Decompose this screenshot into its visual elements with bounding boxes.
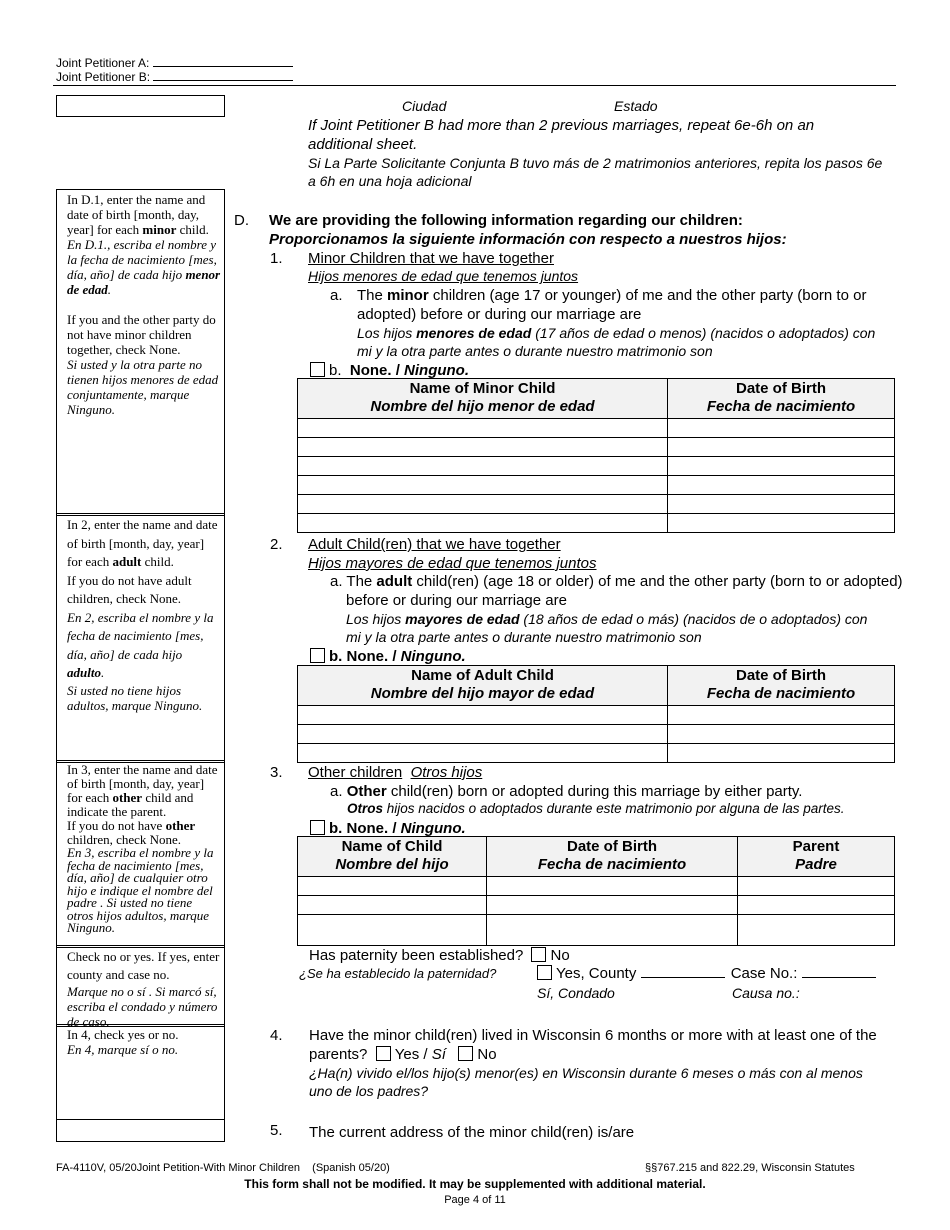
table-row [298, 725, 895, 744]
petitioner-header [56, 56, 293, 84]
section-d-title-es: Proporcionamos la siguiente información con respecto a nuestros hijos: [269, 231, 787, 248]
adult-name-cell[interactable] [298, 744, 668, 763]
paternity-causa-label: Causa no.: [732, 985, 800, 1001]
other-dob-cell[interactable] [487, 877, 738, 896]
sidebar-box-d2: In 2, enter the name and date of birth [month, day, year] for each adult child. If you do not have adult children, check None. En 2, escriba el nombre y la fecha de nacimiento [mes, día, año] de cada hijo adulto. Si usted no tiene hijos adultos, marque Ninguno. [56, 513, 225, 763]
table-row [298, 457, 895, 476]
minor-name-cell[interactable] [298, 476, 668, 495]
paternity-question-es: ¿Se ha establecido la paternidad? [299, 966, 497, 981]
item3-number: 3. [270, 764, 283, 781]
minor-name-cell[interactable] [298, 514, 668, 533]
minor-dob-cell[interactable] [668, 438, 895, 457]
sidebar-box-d3: In 3, enter the name and date of birth [month, day, year] for each other child and indicate the parent. If you do not have other children, check None. En 3, escriba el nombre y la fecha de nacimiento [mes, día, año] de cualquier otro hijo e indique el nombre del padre . Si usted no tiene otros hijos adultos, marque Ninguno. [56, 760, 225, 948]
other-col-name-header: Name of Child Nombre del hijo [298, 837, 487, 877]
other-dob-cell[interactable] [487, 915, 738, 946]
petitioner-a-field[interactable] [153, 66, 293, 67]
sidebar-box-d4: In 4, check yes or no. En 4, marque sí o no. [56, 1024, 225, 1142]
item4-yes-checkbox[interactable] [376, 1046, 391, 1061]
item5-text: The current address of the minor child(ren) is/are [309, 1124, 635, 1141]
paternity-yes-checkbox[interactable] [537, 965, 552, 980]
table-row [298, 495, 895, 514]
other-parent-cell[interactable] [738, 877, 895, 896]
petitioner-b-field[interactable] [153, 80, 293, 81]
item1-heading-en: Minor Children that we have together [308, 250, 554, 267]
item2-heading-es: Hijos mayores de edad que tenemos juntos [308, 555, 597, 572]
adult-col-dob-header: Date of Birth Fecha de nacimiento [668, 666, 895, 706]
other-name-cell[interactable] [298, 877, 487, 896]
minor-dob-cell[interactable] [668, 419, 895, 438]
table-row [298, 476, 895, 495]
table-row [298, 915, 895, 946]
minor-name-cell[interactable] [298, 419, 668, 438]
item4-no-checkbox[interactable] [458, 1046, 473, 1061]
minor-dob-cell[interactable] [668, 457, 895, 476]
other-col-parent-header: Parent Padre [738, 837, 895, 877]
section-d-letter: D. [234, 212, 249, 229]
table-row [298, 419, 895, 438]
item5-number: 5. [270, 1122, 283, 1139]
item2-number: 2. [270, 536, 283, 553]
estado-label: Estado [614, 98, 658, 114]
footer-page-number: Page 4 of 11 [444, 1194, 506, 1206]
adult-children-table [297, 665, 895, 763]
other-name-cell[interactable] [298, 896, 487, 915]
minor-dob-cell[interactable] [668, 476, 895, 495]
paternity-question-en: Has paternity been established? No [309, 947, 570, 964]
header-rule [53, 85, 896, 86]
paternity-case-field[interactable] [802, 977, 876, 978]
section-d-title-en: We are providing the following information regarding our children: [269, 212, 743, 229]
item3-none-checkbox[interactable] [310, 820, 325, 835]
table-row [298, 877, 895, 896]
minor-dob-cell[interactable] [668, 495, 895, 514]
item1-number: 1. [270, 250, 283, 267]
table-row [298, 744, 895, 763]
item1-none-checkbox[interactable] [310, 362, 325, 377]
minor-children-table [297, 378, 895, 533]
adult-name-cell[interactable] [298, 706, 668, 725]
adult-dob-cell[interactable] [668, 744, 895, 763]
item1-heading-es: Hijos menores de edad que tenemos juntos [308, 268, 579, 284]
other-name-cell[interactable] [298, 915, 487, 946]
table-row [298, 438, 895, 457]
item1-a-text-es: Los hijos menores de edad (17 años de edad o menos) (nacidos o adoptados) con mi y la otra parte antes o durante nuestro matrimonio son [357, 325, 876, 359]
item2-none-checkbox[interactable] [310, 648, 325, 663]
item2-a-text-es: Los hijos mayores de edad (18 años de edad o más) (nacidos de o adoptados) con mi y la otra parte antes o durante nuestro matrimonio son [346, 611, 868, 645]
other-children-table [297, 836, 895, 946]
minor-name-cell[interactable] [298, 438, 668, 457]
adult-name-cell[interactable] [298, 725, 668, 744]
item2-none-option: b. None. / Ninguno. [310, 647, 466, 666]
item2-heading-en: Adult Child(ren) that we have together [308, 536, 561, 553]
item2-a-text-en: a. The adult child(ren) (age 18 or older) of me and the other party (born to or adopted) before or during our marriage are [330, 573, 903, 609]
minor-name-cell[interactable] [298, 457, 668, 476]
other-dob-cell[interactable] [487, 896, 738, 915]
paternity-si-label: Sí, Condado [537, 985, 615, 1001]
footer-notice: This form shall not be modified. It may be supplemented with additional material. [244, 1177, 706, 1191]
item3-heading: Other children Otros hijos [308, 764, 483, 781]
footer-statutes: §§767.215 and 822.29, Wisconsin Statutes [645, 1162, 855, 1174]
item1-a-text-en: The minor children (age 17 or younger) of me and the other party (born to or adopted) before or during our marriage are [357, 287, 867, 323]
petitioner-a-label: Joint Petitioner A: [56, 56, 150, 70]
table-row [298, 706, 895, 725]
item3-none-option: b. None. / Ninguno. [310, 819, 466, 838]
paternity-no-checkbox[interactable] [531, 947, 546, 962]
adult-col-name-header: Name of Adult Child Nombre del hijo mayor de edad [298, 666, 668, 706]
other-parent-cell[interactable] [738, 915, 895, 946]
sidebar-d4-divider [57, 1119, 224, 1120]
table-row [298, 896, 895, 915]
item3-a-text-es: Otros hijos nacidos o adoptados durante este matrimonio por alguna de las partes. [347, 801, 845, 816]
minor-col-dob-header: Date of Birth Fecha de nacimiento [668, 379, 895, 419]
minor-col-name-header: Name of Minor Child Nombre del hijo menor de edad [298, 379, 668, 419]
adult-dob-cell[interactable] [668, 725, 895, 744]
paternity-county-field[interactable] [641, 977, 725, 978]
other-col-dob-header: Date of Birth Fecha de nacimiento [487, 837, 738, 877]
repeat-note-en: If Joint Petitioner B had more than 2 previous marriages, repeat 6e-6h on an additional sheet. [308, 117, 815, 153]
sidebar-box-paternity: Check no or yes. If yes, enter county and case no. Marque no o sí . Si marcó sí, escriba el condado y número de caso. [56, 945, 225, 1027]
minor-dob-cell[interactable] [668, 514, 895, 533]
ciudad-label: Ciudad [402, 98, 447, 114]
minor-name-cell[interactable] [298, 495, 668, 514]
item1-none-option: b. None. / Ninguno. [310, 361, 469, 380]
sidebar-box-top [56, 95, 225, 117]
sidebar-box-d1: In D.1, enter the name and date of birth [month, day, year] for each minor child. En D.1., escriba el nombre y la fecha de nacimiento [mes, día, año] de cada hijo menor de edad. If you and the other party do not have minor children together, check None. Si usted y la otra parte no tienen hijos menores de edad conjuntamente, marque Ninguno. [56, 189, 225, 516]
item4-question: Have the minor child(ren) lived in Wisconsin 6 months or more with at least one of the parents? Yes / Sí No [309, 1027, 877, 1063]
item3-a-text-en: a. Other child(ren) born or adopted during this marriage by either party. [330, 783, 803, 800]
repeat-note-es: Si La Parte Solicitante Conjunta B tuvo más de 2 matrimonios anteriores, repita los pasos 6e a 6h en una hoja adicional [308, 155, 883, 189]
footer-form-id: FA-4110V, 05/20Joint Petition-With Minor Children (Spanish 05/20) [56, 1162, 390, 1174]
adult-dob-cell[interactable] [668, 706, 895, 725]
item1-a-letter: a. [330, 287, 343, 304]
other-parent-cell[interactable] [738, 896, 895, 915]
item4-number: 4. [270, 1027, 283, 1044]
paternity-yes-row: Yes, County Case No.: [537, 964, 876, 983]
table-row [298, 514, 895, 533]
petitioner-b-label: Joint Petitioner B: [56, 70, 151, 84]
item4-question-es: ¿Ha(n) vivido el/los hijo(s) menor(es) en Wisconsin durante 6 meses o más con al menos uno de los padres? [309, 1065, 863, 1099]
